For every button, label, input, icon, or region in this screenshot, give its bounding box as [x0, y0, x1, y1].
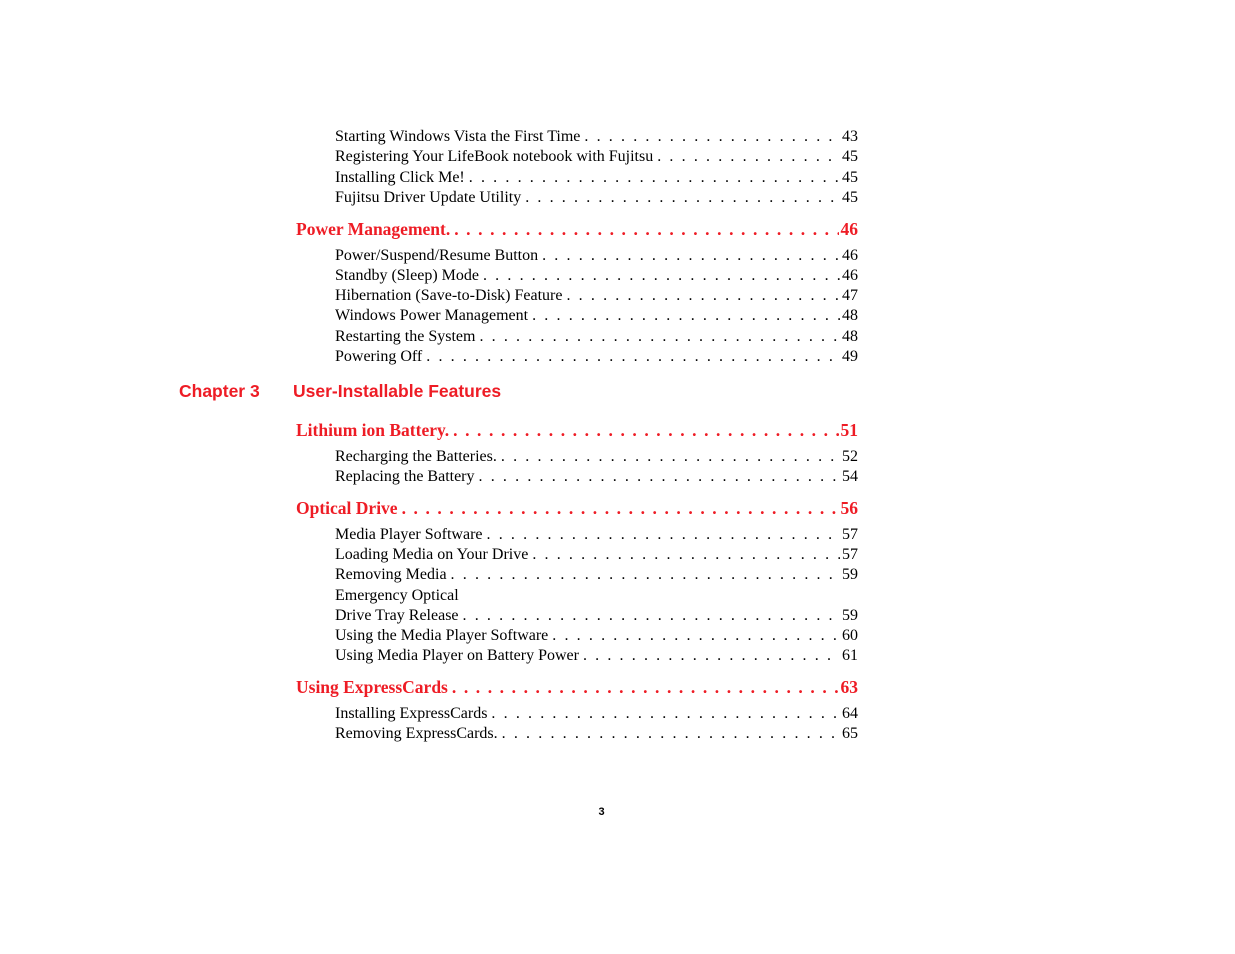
leader-dots: [475, 328, 840, 346]
leader-dots: [475, 468, 840, 486]
leader-dots: [538, 247, 840, 265]
toc-entry-title: Restarting the System: [335, 328, 476, 345]
toc-entry-page: 46: [842, 267, 858, 284]
section-title: Lithium ion Battery.: [296, 420, 450, 440]
toc-entry[interactable]: [335, 566, 858, 584]
toc-entry[interactable]: [335, 267, 858, 285]
toc-entry-title: Removing Media: [335, 566, 447, 583]
chapter-title: User-Installable Features: [293, 381, 502, 401]
toc-entry[interactable]: [335, 287, 858, 305]
toc-entry-title: Using Media Player on Battery Power: [335, 647, 579, 664]
toc-entry-page: 45: [842, 148, 858, 165]
toc-entry-page: 57: [842, 546, 858, 563]
toc-entry-page: 48: [842, 307, 858, 324]
toc-entry[interactable]: [335, 705, 858, 723]
leader-dots: [562, 287, 840, 305]
section-page: 63: [840, 677, 858, 697]
leader-dots: [448, 677, 839, 698]
toc-entry-title-line1[interactable]: Emergency Optical: [335, 587, 459, 604]
leader-dots: [459, 607, 840, 625]
toc-entry-title: Media Player Software: [335, 526, 483, 543]
toc-entry[interactable]: [335, 348, 858, 366]
toc-entry-title: Installing Click Me!: [335, 169, 465, 186]
toc-entry-title: Replacing the Battery: [335, 468, 475, 485]
leader-dots: [580, 128, 840, 146]
chapter-heading: [179, 381, 502, 402]
toc-entry-page: 45: [842, 169, 858, 186]
leader-dots: [579, 647, 840, 665]
toc-section-optical-drive[interactable]: [296, 498, 858, 519]
leader-dots: [521, 189, 840, 207]
toc-entry-title: Registering Your LifeBook notebook with Fujitsu: [335, 148, 654, 165]
toc-entry-page: 61: [842, 647, 858, 664]
toc-entry-title: Standby (Sleep) Mode: [335, 267, 479, 284]
chapter-label: Chapter 3: [179, 381, 260, 401]
toc-entry[interactable]: [335, 328, 858, 346]
leader-dots: [398, 498, 839, 519]
toc-entry-page: 54: [842, 468, 858, 485]
toc-entry-page: 59: [842, 566, 858, 583]
leader-dots: [497, 448, 840, 466]
toc-entry[interactable]: [335, 607, 858, 625]
toc-section-expresscards[interactable]: [296, 677, 858, 698]
toc-section-power-management[interactable]: [296, 219, 858, 240]
section-title: Using ExpressCards: [296, 677, 448, 697]
toc-section-lithium-battery[interactable]: [296, 420, 858, 441]
section-page: 56: [840, 498, 858, 518]
toc-entry-page: 45: [842, 189, 858, 206]
section-page: 46: [840, 219, 858, 239]
leader-dots: [447, 566, 840, 584]
toc-entry[interactable]: [335, 169, 858, 187]
toc-entry-title: Removing ExpressCards.: [335, 725, 498, 742]
toc-entry-title: Installing ExpressCards: [335, 705, 488, 722]
leader-dots: [653, 148, 840, 166]
section-title: Power Management.: [296, 219, 451, 239]
toc-entry-page: 47: [842, 287, 858, 304]
toc-entry[interactable]: [335, 526, 858, 544]
toc-entry-title: Hibernation (Save-to-Disk) Feature: [335, 287, 563, 304]
toc-entry-title: Fujitsu Driver Update Utility: [335, 189, 522, 206]
toc-entry-title: Recharging the Batteries.: [335, 448, 497, 465]
leader-dots: [479, 267, 840, 285]
toc-entry-page: 46: [842, 247, 858, 264]
toc-entry-page: 48: [842, 328, 858, 345]
toc-entry[interactable]: [335, 546, 858, 564]
leader-dots: [422, 348, 840, 366]
toc-entry-title: Powering Off: [335, 348, 423, 365]
section-title: Optical Drive: [296, 498, 398, 518]
leader-dots: [548, 627, 840, 645]
toc-entry-page: 59: [842, 607, 858, 624]
toc-entry[interactable]: [335, 647, 858, 665]
toc-entry[interactable]: [335, 307, 858, 325]
leader-dots: [487, 705, 840, 723]
toc-entry[interactable]: [335, 189, 858, 207]
leader-dots: [498, 725, 840, 743]
toc-entry[interactable]: [335, 448, 858, 466]
leader-dots: [465, 169, 840, 187]
page-number: 3: [598, 806, 605, 818]
toc-entry[interactable]: [335, 247, 858, 265]
section-page: 51: [840, 420, 858, 440]
toc-entry-page: 65: [842, 725, 858, 742]
toc-entry-page: 43: [842, 128, 858, 145]
toc-entry-title: Starting Windows Vista the First Time: [335, 128, 581, 145]
leader-dots: [450, 219, 838, 240]
toc-entry[interactable]: [335, 468, 858, 486]
toc-entry-title: Using the Media Player Software: [335, 627, 549, 644]
leader-dots: [528, 546, 840, 564]
toc-entry-page: 52: [842, 448, 858, 465]
leader-dots: [483, 526, 840, 544]
toc-entry[interactable]: [335, 725, 858, 743]
toc-entry-title: Drive Tray Release: [335, 607, 459, 624]
leader-dots: [528, 307, 840, 325]
toc-entry-page: 64: [842, 705, 858, 722]
toc-entry-page: 60: [842, 627, 858, 644]
toc-entry-page: 57: [842, 526, 858, 543]
toc-entry-title: Loading Media on Your Drive: [335, 546, 529, 563]
toc-entry[interactable]: [335, 148, 858, 166]
toc-entry-page: 49: [842, 348, 858, 365]
toc-entry[interactable]: [335, 128, 858, 146]
leader-dots: [449, 420, 838, 441]
toc-entry-title: Windows Power Management: [335, 307, 529, 324]
toc-entry-title: Power/Suspend/Resume Button: [335, 247, 539, 264]
toc-entry[interactable]: [335, 627, 858, 645]
